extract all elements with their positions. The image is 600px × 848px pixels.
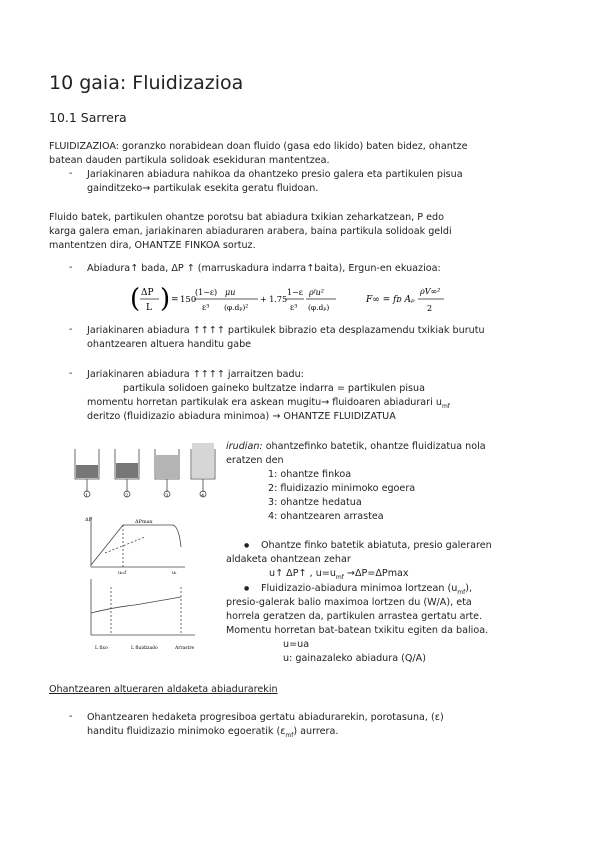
svg-text:Arrastre: Arrastre — [175, 646, 195, 651]
dot-text: horrela geratzen da, partikulen arrastea gertatu arte. — [226, 611, 483, 622]
svg-text:ρᶠu²: ρᶠu² — [309, 288, 324, 297]
bullet-text: gainditzeko→ partikulak esekita geratu fluidoan. — [87, 183, 319, 194]
ergun-equation — [128, 280, 468, 320]
svg-text:F∞ = fᴅ Aₚ: F∞ = fᴅ Aₚ — [366, 295, 415, 305]
bullet-text: Jariakinaren abiadura nahikoa da ohantzeko presio galera eta partikulen pisua — [87, 169, 463, 180]
bullet-text: partikula solidoen gaineko bultzatze indarra = partikulen pisua — [123, 383, 426, 394]
svg-text:L: L — [146, 303, 152, 313]
svg-text:ε³: ε³ — [290, 303, 298, 312]
intro-line: batean dauden partikula solidoak esekiduran mantentzea. — [49, 155, 330, 166]
figure-item: 1: ohantze finkoa — [268, 469, 352, 480]
dot-text: u=ua — [283, 639, 310, 650]
svg-text:L fixo: L fixo — [95, 646, 108, 651]
bullet-text: handitu fluidizazio minimoko egoeratik $(\varepsilon_{mf})$ aurrera. — [87, 726, 339, 739]
svg-text:ε³: ε³ — [202, 303, 210, 312]
subheading: Ohantzearen altueraren aldaketa abiadurarekin — [49, 684, 278, 695]
svg-text:L fluidizado: L fluidizado — [131, 646, 158, 651]
dot-text: Fluidizazio-abiadura minimoa lortzean $(u_{mf})$, — [261, 583, 473, 596]
svg-text:=: = — [171, 295, 179, 305]
intro-line: FLUIDIZAZIOA: goranzko norabidean doan fluido (gasa edo likido) baten bidez, ohantze — [49, 141, 468, 152]
svg-text:ΔP: ΔP — [141, 288, 154, 298]
dot-text: Ohantze finko batetik abiatuta, presio galeraren — [261, 540, 492, 551]
bullet-dot: ● — [244, 585, 250, 592]
bullet-text: momentu horretan partikulak era askean mugitu→ fluidoaren abiadurari $u_{mf}$ — [87, 397, 450, 410]
svg-text:ΔP: ΔP — [85, 517, 92, 523]
figure-caption: irudian: ohantzefinko batetik, ohantze fluidizatua nola — [226, 441, 486, 452]
dot-text: presio-galerak balio maximoa lortzen du (W/A), eta — [226, 597, 472, 608]
figure-item: 4: ohantzearen arrastea — [268, 511, 384, 522]
bullet-dot: ● — [244, 542, 250, 549]
bullet-dash: - — [69, 262, 73, 273]
svg-text:+ 1.75: + 1.75 — [260, 295, 288, 304]
bullet-text: Jariakinaren abiadura ↑↑↑↑ jarraitzen badu: — [87, 369, 304, 380]
svg-text:2: 2 — [427, 304, 433, 313]
section-heading: 10.1 Sarrera — [49, 110, 127, 125]
paragraph-line: mantentzen dira, OHANTZE FINKOA sortuz. — [49, 240, 256, 251]
bullet-text: Abiadura↑ bada, ΔP ↑ (marruskadura indarra↑baita), Ergun-en ekuazioa: — [87, 263, 441, 274]
bullet-text: ohantzearen altuera handitu gabe — [87, 339, 252, 350]
figure-caption: eratzen den — [226, 455, 284, 466]
svg-text:uₘf: uₘf — [118, 570, 127, 576]
svg-text:(1−ε): (1−ε) — [195, 288, 218, 297]
svg-text:1−ε: 1−ε — [287, 288, 303, 297]
dot-text: u↑ ΔP↑ , $u=u_{mf} \to\Delta P=\Delta Pmax$ — [269, 568, 409, 581]
svg-text:ΔPmax: ΔPmax — [135, 519, 153, 525]
figure-item: 3: ohantze hedatua — [268, 497, 362, 508]
figure-item: 2: fluidizazio minimoko egoera — [268, 483, 416, 494]
bullet-text: Ohantzearen hedaketa progresiboa gertatu abiadurarekin, porotasuna, (ε) — [87, 712, 444, 723]
paragraph-line: karga galera eman, jariakinaren abiaduraren arabera, baina partikula solidoak geldi — [49, 226, 452, 237]
svg-text:μu: μu — [225, 288, 236, 297]
svg-text:2: 2 — [125, 493, 129, 499]
svg-text:(φ.dₚ)²: (φ.dₚ)² — [224, 303, 249, 312]
svg-text:1: 1 — [85, 493, 89, 499]
page-title: 10 gaia: Fluidizazioa — [49, 72, 244, 94]
svg-text:(φ.dₚ): (φ.dₚ) — [308, 303, 330, 312]
bullet-dash: - — [69, 168, 73, 179]
bullet-text: deritzo (fluidizazio abiadura minimoa) → OHANTZE FLUIDIZATUA — [87, 411, 396, 422]
paragraph-line: Fluido batek, partikulen ohantze porotsu bat abiadura txikian zeharkatzean, P edo — [49, 212, 444, 223]
svg-text:4: 4 — [201, 493, 205, 499]
svg-text:150: 150 — [180, 295, 197, 305]
bullet-dash: - — [69, 324, 73, 335]
dot-text: Momentu horretan bat-batean txikitu egiten da balioa. — [226, 625, 489, 636]
dot-text: u: gainazaleko abiadura (Q/A) — [283, 653, 426, 664]
bullet-text: Jariakinaren abiadura ↑↑↑↑ partikulek bibrazio eta desplazamendu txikiak burutu — [87, 325, 485, 336]
svg-text:ρV∞²: ρV∞² — [420, 287, 441, 296]
svg-text:3: 3 — [165, 493, 169, 499]
bullet-dash: - — [69, 711, 73, 722]
svg-text:(: ( — [130, 284, 141, 314]
fluidization-figure — [55, 437, 225, 669]
bullet-dash: - — [69, 368, 73, 379]
svg-text:): ) — [160, 284, 171, 314]
dot-text: aldaketa ohantzean zehar — [226, 554, 351, 565]
svg-text:uₜ: uₜ — [172, 570, 177, 576]
